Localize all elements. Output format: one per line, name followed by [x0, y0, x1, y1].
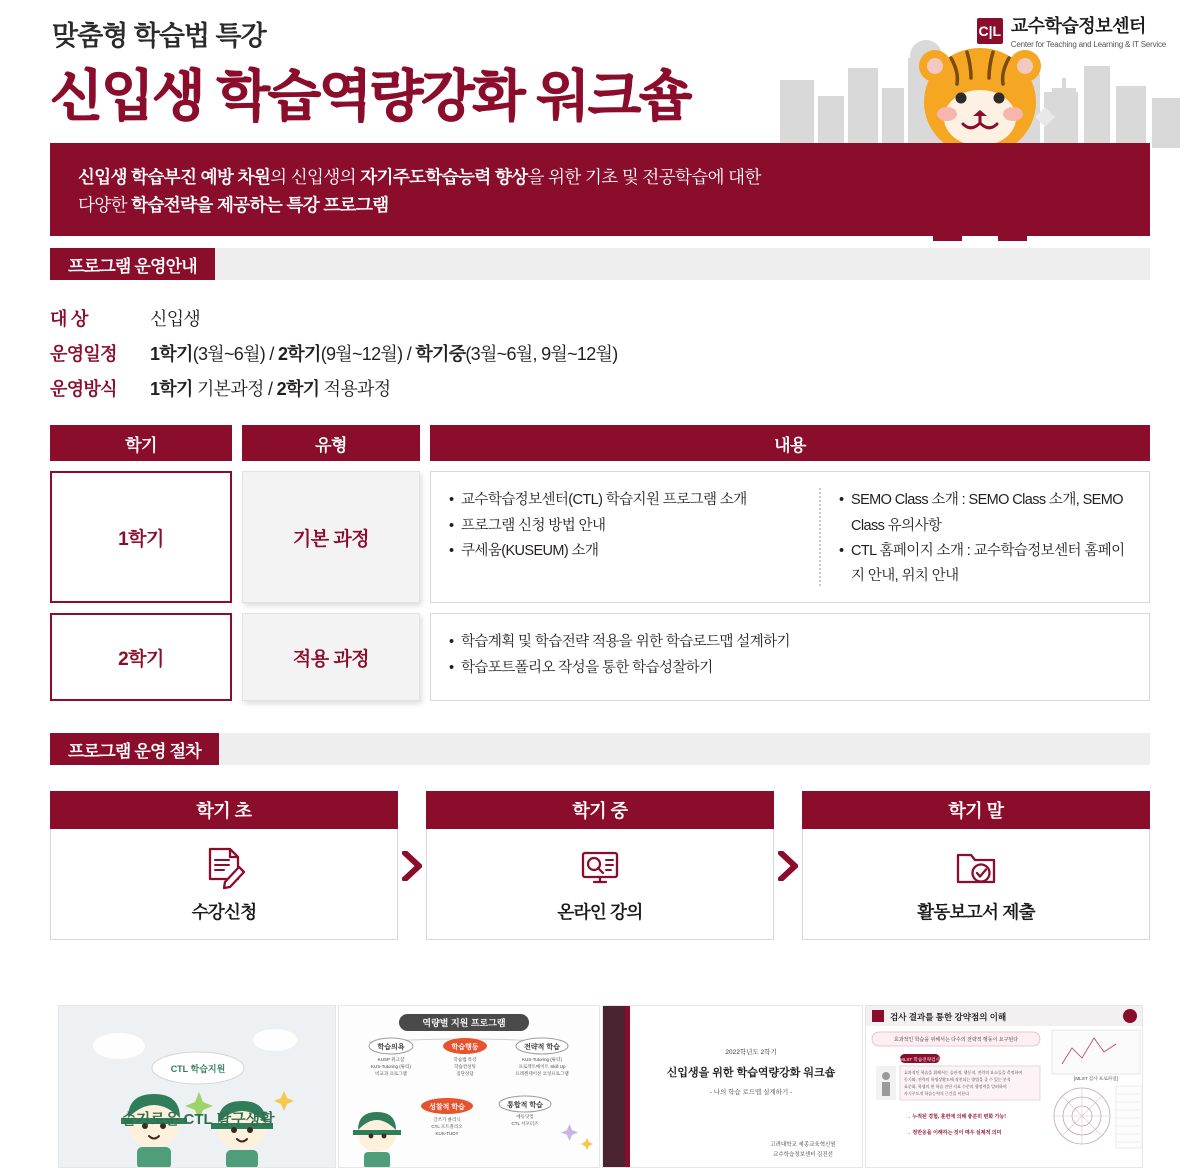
logo-name-en: Center for Teaching and Learning & IT Service — [1010, 40, 1166, 49]
svg-text:KUSP 워크샵: KUSP 워크샵 — [377, 1057, 404, 1062]
process-step-label: 수강신청 — [191, 902, 257, 923]
subtitle-b3: 학습전략을 제공하는 특강 프로그램 — [131, 195, 389, 215]
svg-text:에듀닷컴: 에듀닷컴 — [516, 1114, 534, 1119]
svg-text:KUS-TUDY: KUS-TUDY — [435, 1131, 459, 1136]
table-header-type: 유형 — [242, 425, 420, 461]
thumbnail-strip — [58, 1005, 1143, 1168]
subtitle-t2: 을 위한 기초 및 전공학습에 대한 — [527, 167, 761, 187]
online-monitor-icon — [577, 844, 623, 890]
ctl-logo — [977, 12, 1166, 49]
list-item: • 교수학습정보센터(CTL) 학습지원 프로그램 소개 — [449, 488, 809, 513]
cell-content — [430, 613, 1150, 701]
logo-mark: C|L — [977, 18, 1003, 44]
cell-term: 2학기 — [50, 613, 232, 701]
document-pencil-icon — [201, 844, 247, 890]
process-step-label: 온라인 강의 — [557, 902, 643, 923]
subtitle-t3: 다양한 — [78, 195, 132, 215]
info-row-target — [50, 302, 1200, 337]
slide-title: 신입생을 위한 학습역량강화 워크숍 — [666, 1067, 835, 1079]
thumb-caption: 슬기로운 CTL 탐구생활 — [121, 1111, 275, 1128]
poster-header — [0, 0, 1200, 248]
svg-text:CTL 포트폴리오: CTL 포트폴리오 — [431, 1124, 463, 1129]
svg-text:CTL 서포터즈: CTL 서포터즈 — [511, 1121, 539, 1126]
table-row — [50, 471, 1150, 603]
page-title: 신입생 학습역량강화 워크숍 — [50, 65, 691, 127]
cell-type: 적용 과정 — [242, 613, 420, 701]
svg-text:효과적인 학습을 위해서는 습관적, 행동적, 전략적 요소: 효과적인 학습을 위해서는 습관적, 행동적, 전략적 요소들을 측정하여 — [904, 1070, 1023, 1075]
process-step-body — [802, 829, 1150, 940]
result-note: 효과적인 학습을 위해서는 다수의 전략적 행동이 요구된다 — [894, 1037, 1019, 1043]
process-step-body — [50, 829, 398, 940]
svg-text:통합적 학습: 통합적 학습 — [506, 1102, 543, 1109]
svg-text:프로젝트메이트 Skill Up: 프로젝트메이트 Skill Up — [518, 1064, 566, 1069]
bullet-list-left — [449, 630, 1131, 684]
info-label-method: 운영방식 — [50, 379, 117, 400]
table-header-content: 내용 — [430, 425, 1150, 461]
program-map-thumb[interactable] — [338, 1005, 600, 1168]
svg-text:표준화, 학생의 현 학습 진단 지표 수준의 행정력을 알: 표준화, 학생의 현 학습 진단 지표 수준의 행정력을 알려하며 — [904, 1084, 1007, 1089]
process-step-title: 학기 초 — [50, 791, 398, 829]
program-info-list — [50, 302, 1200, 407]
bullet-list-right — [839, 488, 1131, 586]
section-tag-label: 프로그램 운영 절차 — [50, 733, 219, 765]
process-step-2 — [426, 791, 774, 940]
slide-subtitle: - 나의 학습 로드맵 설계하기 - — [709, 1089, 792, 1096]
workshop-slide-thumb[interactable] — [602, 1005, 864, 1168]
table-header-term: 학기 — [50, 425, 232, 461]
info-value-method: 1학기 기본과정 / 2학기 적용과정 — [150, 379, 391, 400]
info-row-schedule — [50, 337, 1200, 372]
column-divider — [819, 488, 821, 586]
svg-text:비교과 프로그램: 비교과 프로그램 — [374, 1071, 407, 1076]
svg-text:학습행동: 학습행동 — [451, 1044, 479, 1051]
svg-text:집단상담: 집단상담 — [456, 1071, 474, 1076]
process-step-3 — [802, 791, 1150, 940]
list-item: • 프로그램 신청 방법 안내 — [449, 514, 809, 539]
curriculum-table — [50, 425, 1150, 701]
poster-subtitle-band — [50, 143, 1150, 236]
process-flow — [50, 791, 1150, 940]
list-item: • 학습포트폴리오 작성을 통한 학습성찰하기 — [449, 656, 1131, 681]
section-heading-program-info — [50, 248, 1150, 280]
svg-text:동기와, 전략의 학생상황도에 작전되는 방법을 줄 수 있: 동기와, 전략의 학생상황도에 작전되는 방법을 줄 수 있는 분석 — [904, 1077, 1011, 1082]
table-row — [50, 613, 1150, 701]
test-result-thumb[interactable] — [865, 1005, 1143, 1168]
process-step-title: 학기 말 — [802, 791, 1150, 829]
svg-text:학습의욕: 학습의욕 — [377, 1044, 405, 1051]
list-item: • 쿠세움(KUSEUM) 소개 — [449, 539, 809, 564]
test-result-illustration — [866, 1006, 1143, 1168]
program-map-illustration — [339, 1006, 600, 1168]
thumb-title: 역량별 지원 프로그램 — [422, 1018, 506, 1028]
process-step-1 — [50, 791, 398, 940]
poster-kicker: 맞춤형 학습법 특강 — [52, 21, 266, 51]
subtitle-b2: 자기주도학습능력 향상 — [360, 167, 528, 187]
slide-footer2: 교수학습정보센터 김진선 — [772, 1152, 833, 1158]
cell-term: 1학기 — [50, 471, 232, 603]
info-label-schedule: 운영일정 — [50, 344, 117, 365]
list-item: • 학습계획 및 학습전략 적용을 위한 학습로드맵 설계하기 — [449, 630, 1131, 655]
result-badge: MLST 학습전략검사 — [900, 1057, 941, 1062]
svg-text:학습법 특강: 학습법 특강 — [453, 1057, 477, 1062]
svg-text:전략적 학습: 전략적 학습 — [523, 1044, 560, 1051]
list-item: • SEMO Class 소개 : SEMO Class 소개, SEMO Class 유의사항 — [839, 488, 1131, 539]
process-arrow-2 — [774, 791, 802, 940]
slide-line1: 2022학년도 2학기 — [724, 1049, 777, 1056]
chevron-right-icon — [778, 851, 798, 881]
result-title: 검사 결과를 통한 강약점의 이해 — [890, 1012, 1007, 1022]
ctl-character-thumb[interactable] — [58, 1005, 336, 1168]
process-arrow-1 — [398, 791, 426, 940]
svg-text:글쓰기 클리닉: 글쓰기 클리닉 — [433, 1117, 461, 1122]
section-tag-label: 프로그램 운영안내 — [50, 248, 215, 280]
process-step-label: 활동보고서 제출 — [917, 902, 1035, 923]
folder-check-icon — [953, 844, 999, 890]
subtitle-t1: 의 신입생의 — [270, 167, 361, 187]
svg-text:학습컨설팅: 학습컨설팅 — [453, 1064, 476, 1069]
chevron-right-icon — [402, 851, 422, 881]
svg-text:KUS-Tutoring (튜터): KUS-Tutoring (튜터) — [521, 1057, 562, 1062]
svg-text:→ 정반응을 이해하는 것이 매우 실제적 의미: → 정반응을 이해하는 것이 매우 실제적 의미 — [906, 1130, 1002, 1136]
info-value-target: 신입생 — [150, 309, 201, 329]
section-heading-process — [50, 733, 1150, 765]
info-label-target: 대 상 — [50, 309, 88, 329]
result-chart-label: [MLST 검사 프로파일] — [1074, 1076, 1119, 1081]
bullet-list-left — [449, 488, 809, 586]
process-step-title: 학기 중 — [426, 791, 774, 829]
table-header-row — [50, 425, 1150, 461]
slide-footer1: 고려대학교 세종교육혁신원 — [769, 1142, 836, 1148]
process-step-body — [426, 829, 774, 940]
svg-text:→ 누적된 경험, 훈련에 의해 충분히 변화 가능!: → 누적된 경험, 훈련에 의해 충분히 변화 가능! — [906, 1114, 1007, 1120]
subtitle-b1: 신입생 학습부진 예방 차원 — [78, 167, 271, 187]
cell-type: 기본 과정 — [242, 471, 420, 603]
cell-content — [430, 471, 1150, 603]
info-value-schedule: 1학기(3월~6월) / 2학기(9월~12월) / 학기중(3월~6월, 9월~12월) — [150, 344, 618, 365]
workshop-slide-illustration — [603, 1006, 864, 1168]
list-item: • CTL 홈페이지 소개 : 교수학습정보센터 홈페이지 안내, 위치 안내 — [839, 539, 1131, 590]
svg-text:프레젠테이션 코칭프로그램: 프레젠테이션 코칭프로그램 — [515, 1071, 569, 1076]
thumb-badge: CTL 학습지원 — [170, 1064, 226, 1074]
info-row-method — [50, 372, 1200, 407]
logo-name-ko: 교수학습정보센터 — [1010, 16, 1146, 36]
svg-text:자기주도적 학습능력의 근간을 이룬다: 자기주도적 학습능력의 근간을 이룬다 — [904, 1091, 970, 1096]
svg-text:성찰적 학습: 성찰적 학습 — [428, 1104, 465, 1111]
svg-text:KUS-Tutoring (튜티): KUS-Tutoring (튜티) — [370, 1064, 411, 1069]
ctl-character-illustration — [59, 1006, 336, 1168]
